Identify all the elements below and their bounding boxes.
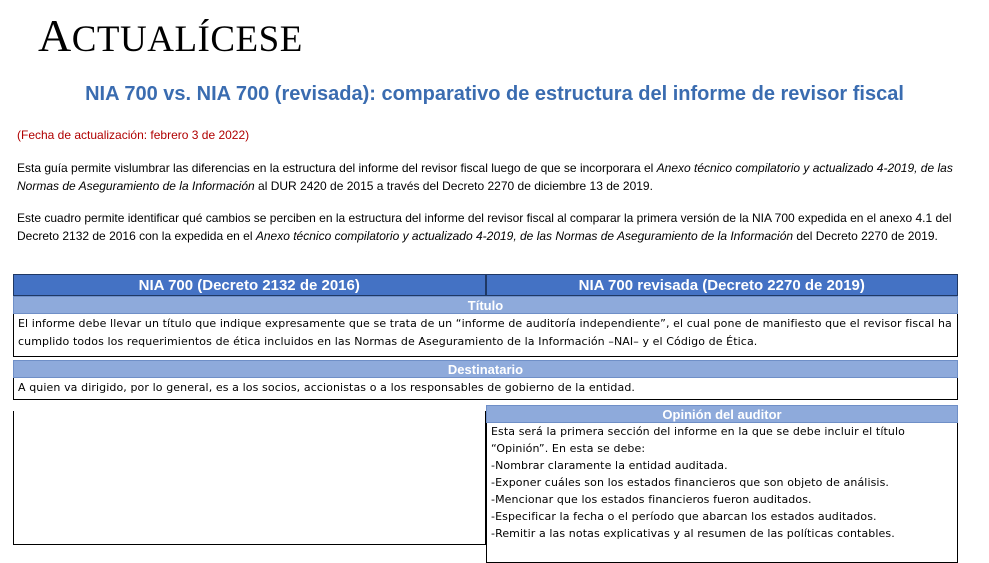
p1-b: Anexo técnico compilatorio y actualizado 4-2019, de las Normas de Aseguramiento de la Información xyxy=(17,161,953,193)
col-header-nia700: NIA 700 (Decreto 2132 de 2016) xyxy=(13,274,486,296)
opinion-line: -Remitir a las notas explicativas y al resumen de las políticas contables. xyxy=(491,527,895,540)
opinion-text xyxy=(486,423,958,563)
p1-c: al DUR 2420 de 2015 a través del Decreto 2270 de diciembre 13 de 2019. xyxy=(254,179,653,193)
p1-a: Esta guía permite vislumbrar las diferencias en la estructura del informe del revisor fiscal luego de que se incorporara el xyxy=(17,161,657,175)
table-header-row xyxy=(13,274,958,296)
opinion-left-empty-cell xyxy=(13,411,486,545)
opinion-right-cell xyxy=(486,405,958,545)
logo-rest: CTUALÍCESE xyxy=(71,19,303,60)
p2-a: Este cuadro permite identificar qué cambios se perciben en la estructura del informe del revisor fiscal al comparar la primera versión de la NIA 700 expedida en el anexo 4.1 del Decreto 2132 de 2016 con la expedida en el xyxy=(17,211,952,243)
section-header-titulo: Título xyxy=(13,296,958,314)
section-text-titulo: El informe debe llevar un título que indique expresamente que se trata de un “informe de auditoría independiente”, el cual pone de manifiesto que el revisor fiscal ha cumplido todos los requerimientos de ética incluidos en las Normas de Aseguramiento de la Información –NAI– y el Código de Ética. xyxy=(13,314,958,357)
opinion-line: -Nombrar claramente la entidad auditada. xyxy=(491,459,728,472)
page-title: NIA 700 vs. NIA 700 (revisada): comparativo de estructura del informe de revisor fiscal xyxy=(85,83,904,105)
intro-paragraph-2 xyxy=(17,209,957,245)
section-header-destinatario: Destinatario xyxy=(13,360,958,378)
comparison-table xyxy=(13,274,958,545)
opinion-line: -Exponer cuáles son los estados financieros que son objeto de análisis. xyxy=(491,476,890,489)
section-text-destinatario: A quien va dirigido, por lo general, es a los socios, accionistas o a los responsables de gobierno de la entidad. xyxy=(13,378,958,400)
section-header-opinion: Opinión del auditor xyxy=(486,405,958,423)
logo-first-letter: A xyxy=(38,10,72,61)
opinion-row xyxy=(13,405,958,545)
logo xyxy=(38,8,303,68)
intro-paragraph-1 xyxy=(17,159,957,195)
opinion-line: -Especificar la fecha o el período que abarcan los estados auditados. xyxy=(491,510,877,523)
opinion-line: -Mencionar que los estados financieros fueron auditados. xyxy=(491,493,812,506)
update-date: (Fecha de actualización: febrero 3 de 2022) xyxy=(17,128,250,142)
p2-b: Anexo técnico compilatorio y actualizado 4-2019, de las Normas de Aseguramiento de la Información xyxy=(255,229,794,243)
opinion-line: Esta será la primera sección del informe en la que se debe incluir el título “Opinión”. En esta se debe: xyxy=(491,425,905,455)
col-header-nia700-revised: NIA 700 revisada (Decreto 2270 de 2019) xyxy=(486,274,959,296)
p2-c: del Decreto 2270 de 2019. xyxy=(793,229,938,243)
